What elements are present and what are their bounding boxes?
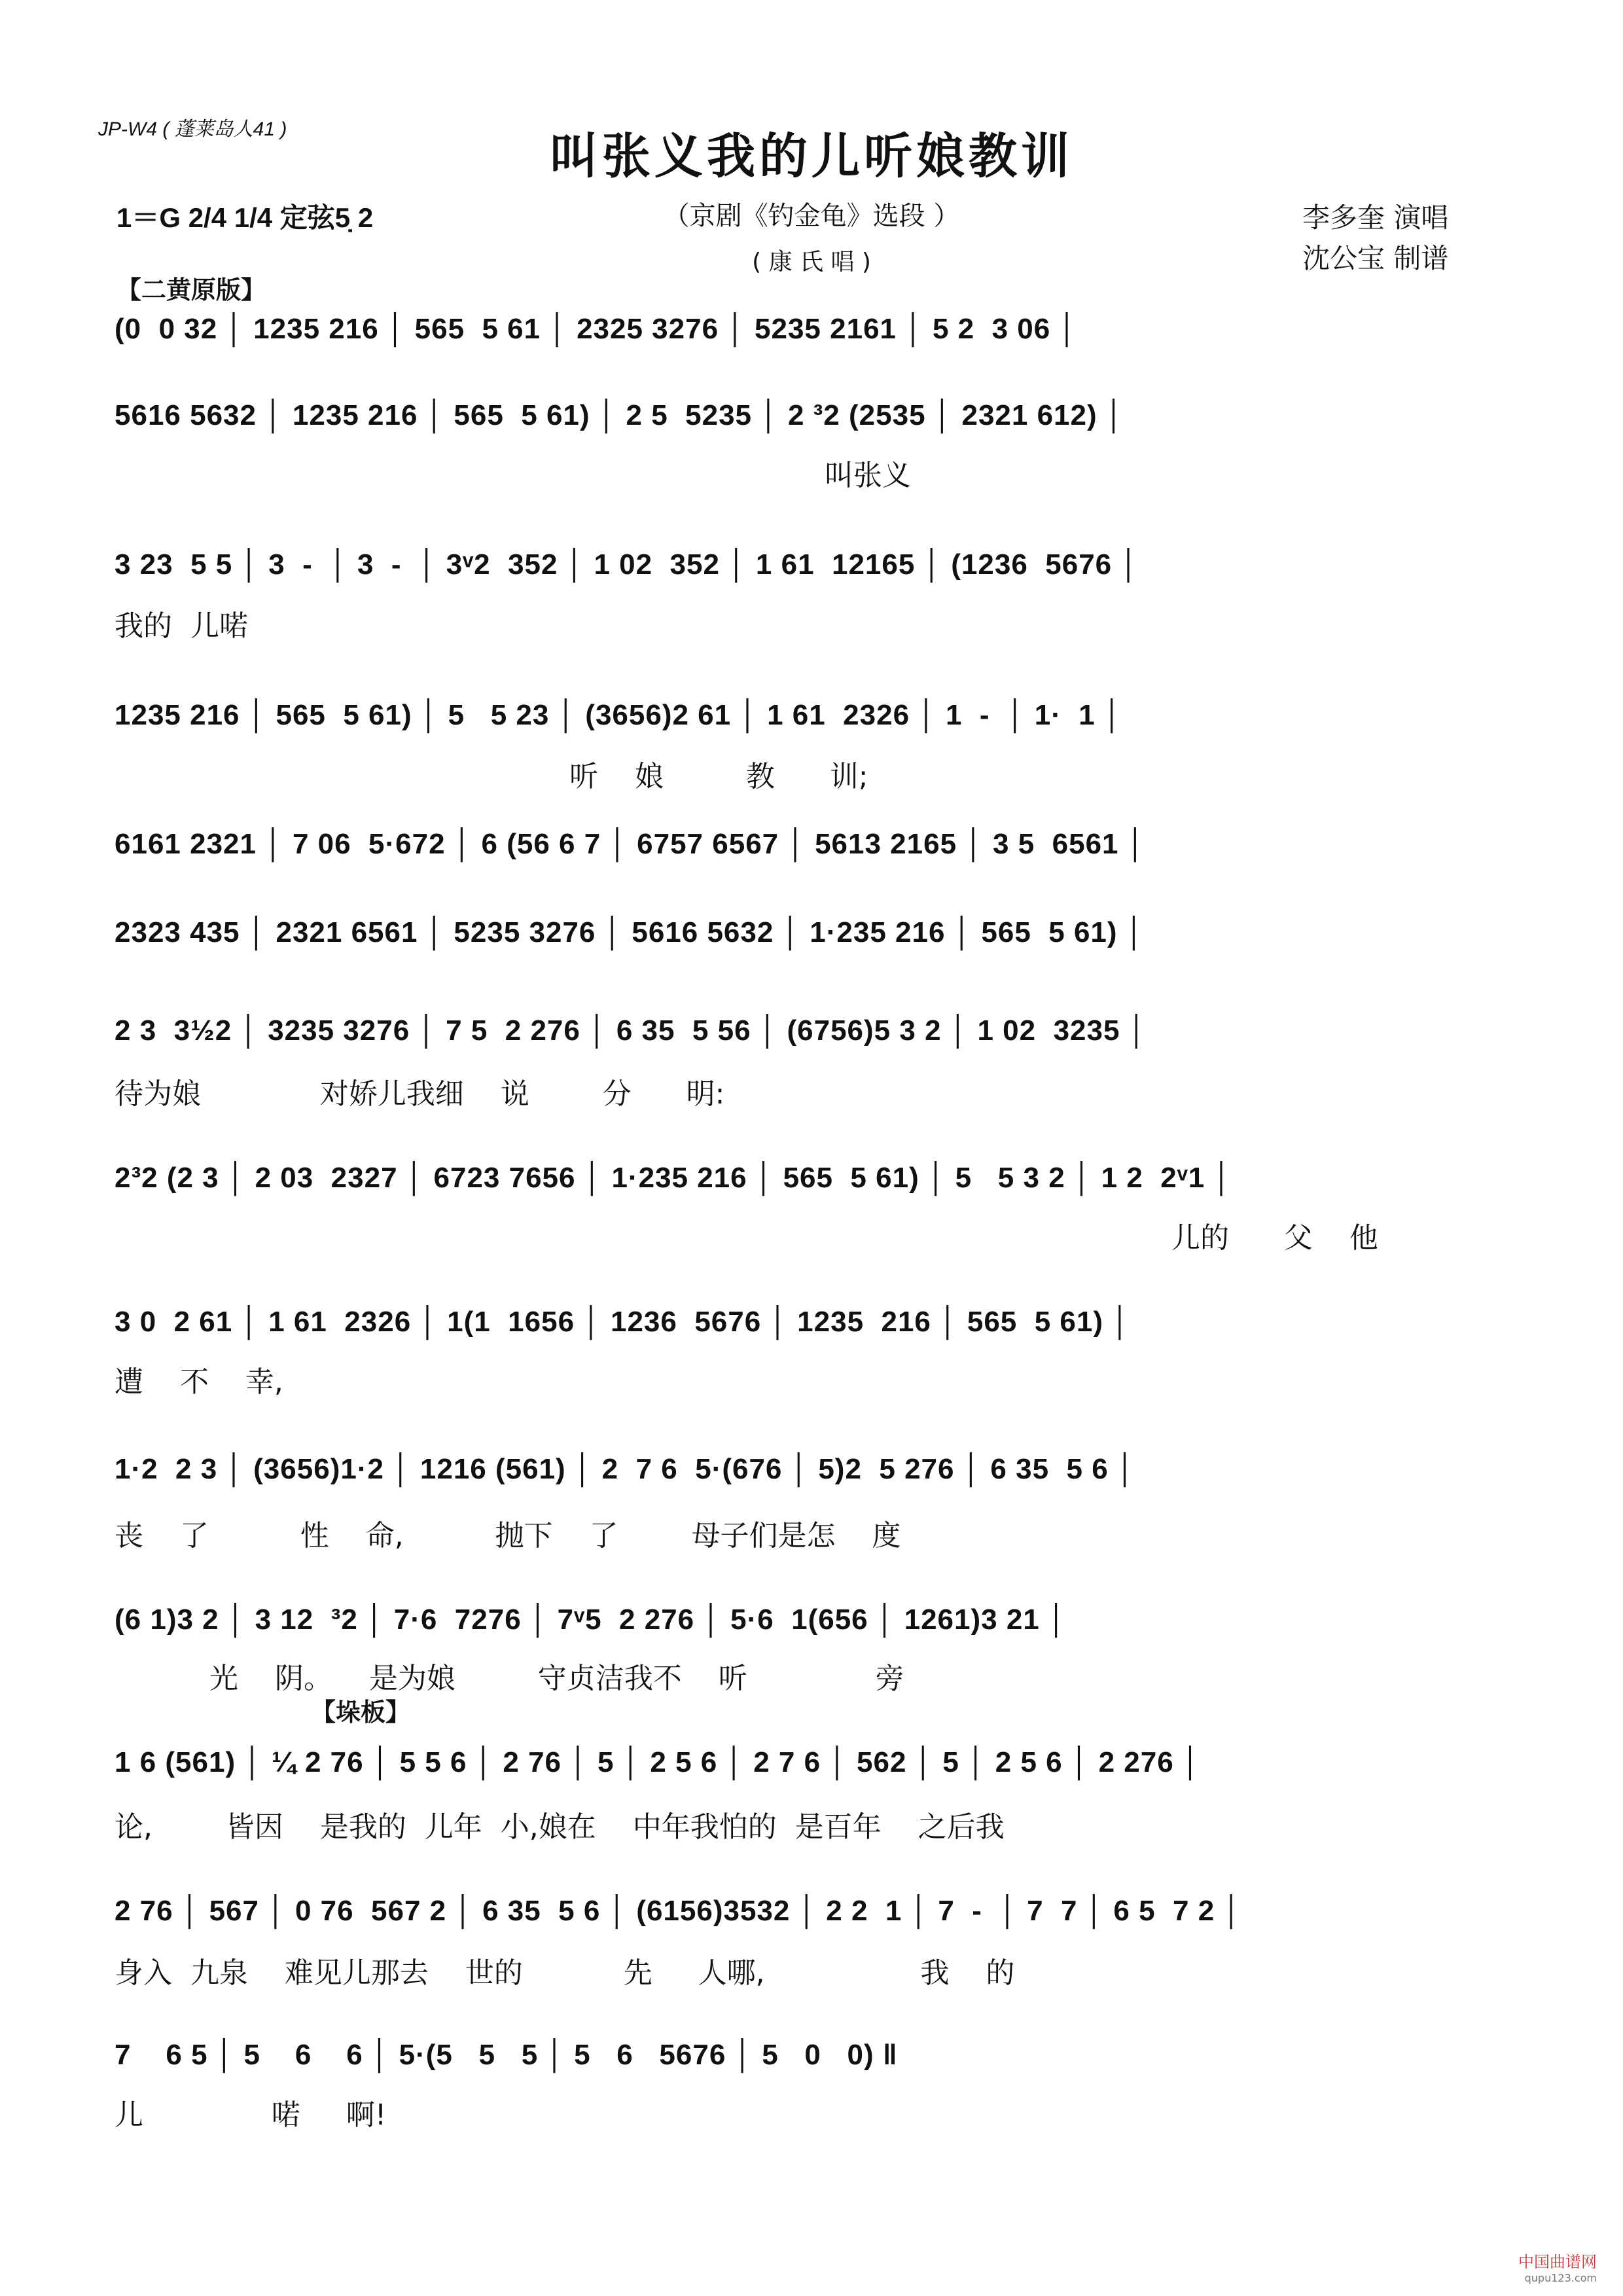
page-id: JP-W4 ( 蓬莱岛人41 ): [98, 118, 287, 140]
staff-line-13: 2 76 │ 567 │ 0 76 567 2 │ 6 35 5 6 │ (6156)3532 │ 2 2 1 │ 7 - │ 7 7 │ 6 5 7 2 │: [115, 1895, 1242, 1927]
staff-line-12: 1 6 (561) │ ¼ 2 76 │ 5 5 6 │ 2 76 │ 5 │ 2 5 6 │ 2 7 6 │ 562 │ 5 │ 2 5 6 │ 2 276 │: [115, 1746, 1202, 1778]
lyric-line-8: 儿的 父 他: [1171, 1221, 1378, 1255]
section-label-erhuang: 【二黄原版】: [116, 276, 266, 304]
staff-line-6: 2323 435 │ 2321 6561 │ 5235 3276 │ 5616 5632 │ 1·235 216 │ 565 5 61) │: [115, 916, 1145, 948]
staff-line-4: 1235 216 │ 565 5 61) │ 5 5 23 │ (3656)2 61 │ 1 61 2326 │ 1 - │ 1· 1 │: [115, 699, 1123, 731]
lyric-line-11: 光 阴。 是为娘 守贞洁我不 听 旁: [209, 1662, 904, 1695]
lyric-line-4: 听 娘 教 训;: [569, 760, 868, 793]
notator-credit: 沈公宝 制谱: [1302, 242, 1449, 274]
staff-line-7: 2 3 3½2 │ 3235 3276 │ 7 5 2 276 │ 6 35 5 56 │ (6756)5 3 2 │ 1 02 3235 │: [115, 1014, 1148, 1047]
lyric-line-13: 身入 九泉 难见儿那去 世的 先 人哪, 我 的: [115, 1956, 1015, 1990]
lyric-line-3: 我的 儿喏: [115, 609, 248, 643]
staff-line-8: 2³2 (2 3 │ 2 03 2327 │ 6723 7656 │ 1·235 216 │ 565 5 61) │ 5 5 3 2 │ 1 2 2ᵛ1 │: [115, 1162, 1232, 1194]
staff-line-11: (6 1)3 2 │ 3 12 ³2 │ 7·6 7276 │ 7ᵛ5 2 276 │ 5·6 1(656 │ 1261)3 21 │: [115, 1604, 1067, 1636]
staff-line-14: 7 6 5 │ 5 6 6 │ 5·(5 5 5 │ 5 6 5676 │ 5 0 0) ‖: [115, 2039, 898, 2071]
lyric-line-2: 叫张义: [825, 459, 911, 492]
key-signature: 1＝G 2/4 1/4 定弦5̣ 2: [116, 202, 374, 233]
watermark-brand: 中国曲谱网: [1518, 2253, 1597, 2271]
lyric-line-9: 遭 不 幸,: [115, 1365, 283, 1399]
staff-line-1: (0 0 32 │ 1235 216 │ 565 5 61 │ 2325 3276 │ 5235 2161 │ 5 2 3 06 │: [115, 313, 1078, 345]
lyric-line-7: 待为娘 对娇儿我细 说 分 明:: [115, 1077, 725, 1111]
watermark-url: qupu123.com: [1524, 2272, 1597, 2284]
singer-credit: 李多奎 演唱: [1302, 202, 1449, 234]
lyric-line-12: 论, 皆因 是我的 儿年 小,娘在 中年我怕的 是百年 之后我: [115, 1810, 1005, 1844]
lyric-line-14: 儿 喏 啊!: [115, 2098, 387, 2132]
song-title: 叫张义我的儿听娘教训: [550, 128, 1073, 185]
staff-line-9: 3 0 2 61 │ 1 61 2326 │ 1(1 1656 │ 1236 5676 │ 1235 216 │ 565 5 61) │: [115, 1306, 1131, 1338]
watermark-logo: [1518, 2249, 1597, 2284]
section-label-duoban: 【垛板】: [311, 1698, 411, 1727]
lyric-line-10: 丧 了 性 命, 抛下 了 母子们是怎 度: [115, 1519, 901, 1552]
staff-line-5: 6161 2321 │ 7 06 5·672 │ 6 (56 6 7 │ 6757 6567 │ 5613 2165 │ 3 5 6561 │: [115, 828, 1147, 860]
staff-line-3: 3 23 5 5 │ 3 - │ 3 - │ 3ᵛ2 352 │ 1 02 352 │ 1 61 12165 │ (1236 5676 │: [115, 548, 1139, 581]
subtitle-singer-role: ( 康 氏 唱 ): [752, 249, 871, 276]
staff-line-10: 1·2 2 3 │ (3656)1·2 │ 1216 (561) │ 2 7 6 5·(676 │ 5)2 5 276 │ 6 35 5 6 │: [115, 1453, 1136, 1485]
staff-line-2: 5616 5632 │ 1235 216 │ 565 5 61) │ 2 5 5235 │ 2 ³2 (2535 │ 2321 612) │: [115, 399, 1125, 431]
subtitle: （京剧《钓金龟》选段 ）: [663, 201, 960, 231]
